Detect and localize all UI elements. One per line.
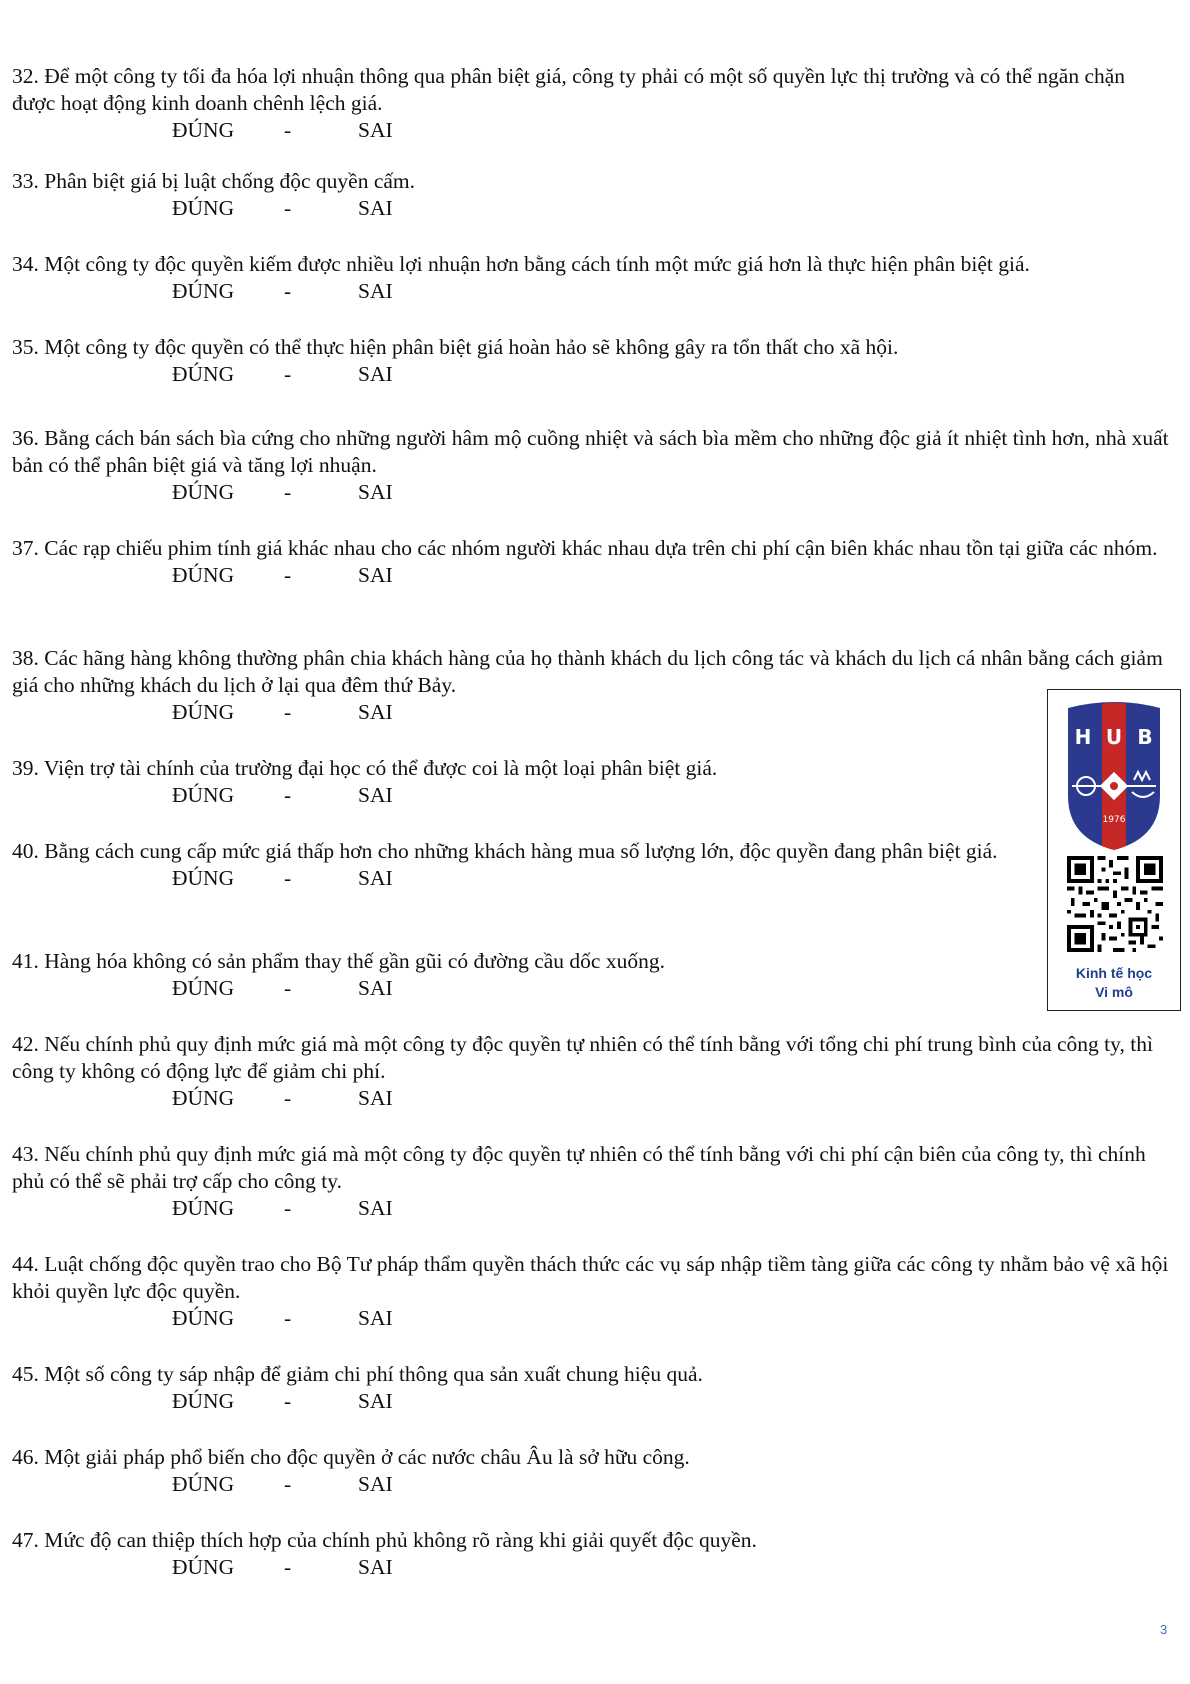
question-41 (12, 948, 1172, 1002)
answer-options (12, 278, 1172, 305)
answer-separator: - (284, 1472, 292, 1496)
answer-false[interactable]: SAI (358, 783, 393, 807)
question-text: 39. Viện trợ tài chính của trường đại học có thể được coi là một loại phân biệt giá. (12, 756, 718, 780)
answer-true[interactable]: ĐÚNG (172, 362, 235, 386)
question-text: 32. Để một công ty tối đa hóa lợi nhuận thông qua phân biệt giá, công ty phải có một số quyền lực thị trường và có thể ngăn chặn được hoạt động kinh doanh chênh lệch giá. (12, 64, 1126, 115)
answer-separator: - (284, 480, 292, 504)
answer-options (12, 975, 1172, 1002)
question-45 (12, 1361, 1172, 1415)
answer-separator: - (284, 1555, 292, 1579)
answer-separator: - (284, 563, 292, 587)
logo-letter-b: B (1137, 725, 1153, 749)
answer-false[interactable]: SAI (358, 279, 393, 303)
question-text: 38. Các hãng hàng không thường phân chia khách hàng của họ thành khách du lịch công tác và khách du lịch cá nhân bằng cách giảm giá cho những khách du lịch ở lại qua đêm thứ Bảy. (12, 646, 1163, 697)
answer-separator: - (284, 866, 292, 890)
answer-false[interactable]: SAI (358, 866, 393, 890)
question-text: 34. Một công ty độc quyền kiếm được nhiều lợi nhuận hơn bằng cách tính một mức giá hơn là thực hiện phân biệt giá. (12, 252, 1030, 276)
question-text: 46. Một giải pháp phổ biến cho độc quyền ở các nước châu Âu là sở hữu công. (12, 1445, 690, 1469)
answer-options (12, 361, 1172, 388)
question-46 (12, 1444, 1172, 1498)
question-text: 41. Hàng hóa không có sản phẩm thay thế gần gũi có đường cầu dốc xuống. (12, 949, 665, 973)
answer-true[interactable]: ĐÚNG (172, 1389, 235, 1413)
question-text: 36. Bằng cách bán sách bìa cứng cho những người hâm mộ cuồng nhiệt và sách bìa mềm cho những độc giả ít nhiệt tình hơn, nhà xuất bản có thể phân biệt giá và tăng lợi nhuận. (12, 426, 1169, 477)
question-38 (12, 645, 1172, 726)
answer-false[interactable]: SAI (358, 1196, 393, 1220)
logo-year: 1976 (1102, 815, 1126, 825)
question-34 (12, 251, 1172, 305)
question-text: 44. Luật chống độc quyền trao cho Bộ Tư pháp thẩm quyền thách thức các vụ sáp nhập tiềm tàng giữa các công ty nhằm bảo vệ xã hội khỏi quyền lực độc quyền. (12, 1252, 1169, 1303)
answer-options (12, 1554, 1172, 1581)
answer-separator: - (284, 783, 292, 807)
answer-true[interactable]: ĐÚNG (172, 118, 235, 142)
answer-separator: - (284, 1389, 292, 1413)
answer-separator: - (284, 976, 292, 1000)
answer-true[interactable]: ĐÚNG (172, 279, 235, 303)
answer-options (12, 1388, 1172, 1415)
question-43 (12, 1141, 1172, 1222)
question-text: 33. Phân biệt giá bị luật chống độc quyền cấm. (12, 169, 416, 193)
answer-separator: - (284, 362, 292, 386)
answer-false[interactable]: SAI (358, 196, 393, 220)
answer-false[interactable]: SAI (358, 362, 393, 386)
question-42 (12, 1031, 1172, 1112)
question-39 (12, 755, 1172, 809)
answer-false[interactable]: SAI (358, 1389, 393, 1413)
question-text: 45. Một số công ty sáp nhập để giảm chi phí thông qua sản xuất chung hiệu quả. (12, 1362, 703, 1386)
answer-false[interactable]: SAI (358, 700, 393, 724)
answer-true[interactable]: ĐÚNG (172, 1472, 235, 1496)
answer-options (12, 1085, 1172, 1112)
answer-true[interactable]: ĐÚNG (172, 563, 235, 587)
answer-true[interactable]: ĐÚNG (172, 196, 235, 220)
question-text: 40. Bằng cách cung cấp mức giá thấp hơn cho những khách hàng mua số lượng lớn, độc quyền đang phân biệt giá. (12, 839, 998, 863)
answer-false[interactable]: SAI (358, 1086, 393, 1110)
logo-letter-u: U (1105, 725, 1123, 749)
answer-separator: - (284, 279, 292, 303)
answer-options (12, 699, 1172, 726)
answer-separator: - (284, 118, 292, 142)
answer-true[interactable]: ĐÚNG (172, 1555, 235, 1579)
answer-options (12, 479, 1172, 506)
hub-shield-logo (1066, 700, 1162, 852)
answer-false[interactable]: SAI (358, 1555, 393, 1579)
answer-separator: - (284, 1196, 292, 1220)
answer-false[interactable]: SAI (358, 118, 393, 142)
answer-options (12, 782, 1172, 809)
answer-false[interactable]: SAI (358, 1472, 393, 1496)
qr-code-icon (1067, 856, 1163, 952)
question-text: 43. Nếu chính phủ quy định mức giá mà một công ty độc quyền tự nhiên có thể tính bằng với chi phí cận biên của công ty, thì chính phủ có thể sẽ phải trợ cấp cho công ty. (12, 1142, 1146, 1193)
answer-separator: - (284, 196, 292, 220)
question-text: 42. Nếu chính phủ quy định mức giá mà một công ty độc quyền tự nhiên có thể tính bằng với tổng chi phí trung bình của công ty, thì công ty không có động lực để giảm chi phí. (12, 1032, 1153, 1083)
question-text: 47. Mức độ can thiệp thích hợp của chính phủ không rõ ràng khi giải quyết độc quyền. (12, 1528, 757, 1552)
answer-false[interactable]: SAI (358, 1306, 393, 1330)
answer-true[interactable]: ĐÚNG (172, 976, 235, 1000)
question-36 (12, 425, 1172, 506)
answer-true[interactable]: ĐÚNG (172, 480, 235, 504)
answer-true[interactable]: ĐÚNG (172, 1196, 235, 1220)
answer-true[interactable]: ĐÚNG (172, 866, 235, 890)
answer-options (12, 1305, 1172, 1332)
answer-separator: - (284, 1086, 292, 1110)
answer-false[interactable]: SAI (358, 563, 393, 587)
answer-options (12, 117, 1172, 144)
question-47 (12, 1527, 1172, 1581)
answer-options (12, 1195, 1172, 1222)
answer-true[interactable]: ĐÚNG (172, 1306, 235, 1330)
question-text: 37. Các rạp chiếu phim tính giá khác nhau cho các nhóm người khác nhau dựa trên chi phí cận biên khác nhau tồn tại giữa các nhóm. (12, 536, 1158, 560)
answer-separator: - (284, 1306, 292, 1330)
question-33 (12, 168, 1172, 222)
question-32 (12, 63, 1172, 144)
answer-false[interactable]: SAI (358, 976, 393, 1000)
question-44 (12, 1251, 1172, 1332)
answer-options (12, 562, 1172, 589)
answer-options (12, 195, 1172, 222)
question-text: 35. Một công ty độc quyền có thể thực hiện phân biệt giá hoàn hảo sẽ không gây ra tổn thất cho xã hội. (12, 335, 899, 359)
answer-true[interactable]: ĐÚNG (172, 1086, 235, 1110)
answer-true[interactable]: ĐÚNG (172, 700, 235, 724)
page-number: 3 (1160, 1622, 1168, 1637)
answer-options (12, 865, 1172, 892)
hub-logo-panel (1047, 689, 1181, 1011)
logo-caption-line2: Vi mô (1095, 984, 1133, 1000)
answer-options (12, 1471, 1172, 1498)
answer-separator: - (284, 700, 292, 724)
answer-false[interactable]: SAI (358, 480, 393, 504)
question-35 (12, 334, 1172, 388)
answer-true[interactable]: ĐÚNG (172, 783, 235, 807)
question-40 (12, 838, 1172, 892)
logo-caption-line1: Kinh tế học (1075, 965, 1153, 981)
logo-letter-h: H (1074, 725, 1092, 749)
question-37 (12, 535, 1172, 589)
